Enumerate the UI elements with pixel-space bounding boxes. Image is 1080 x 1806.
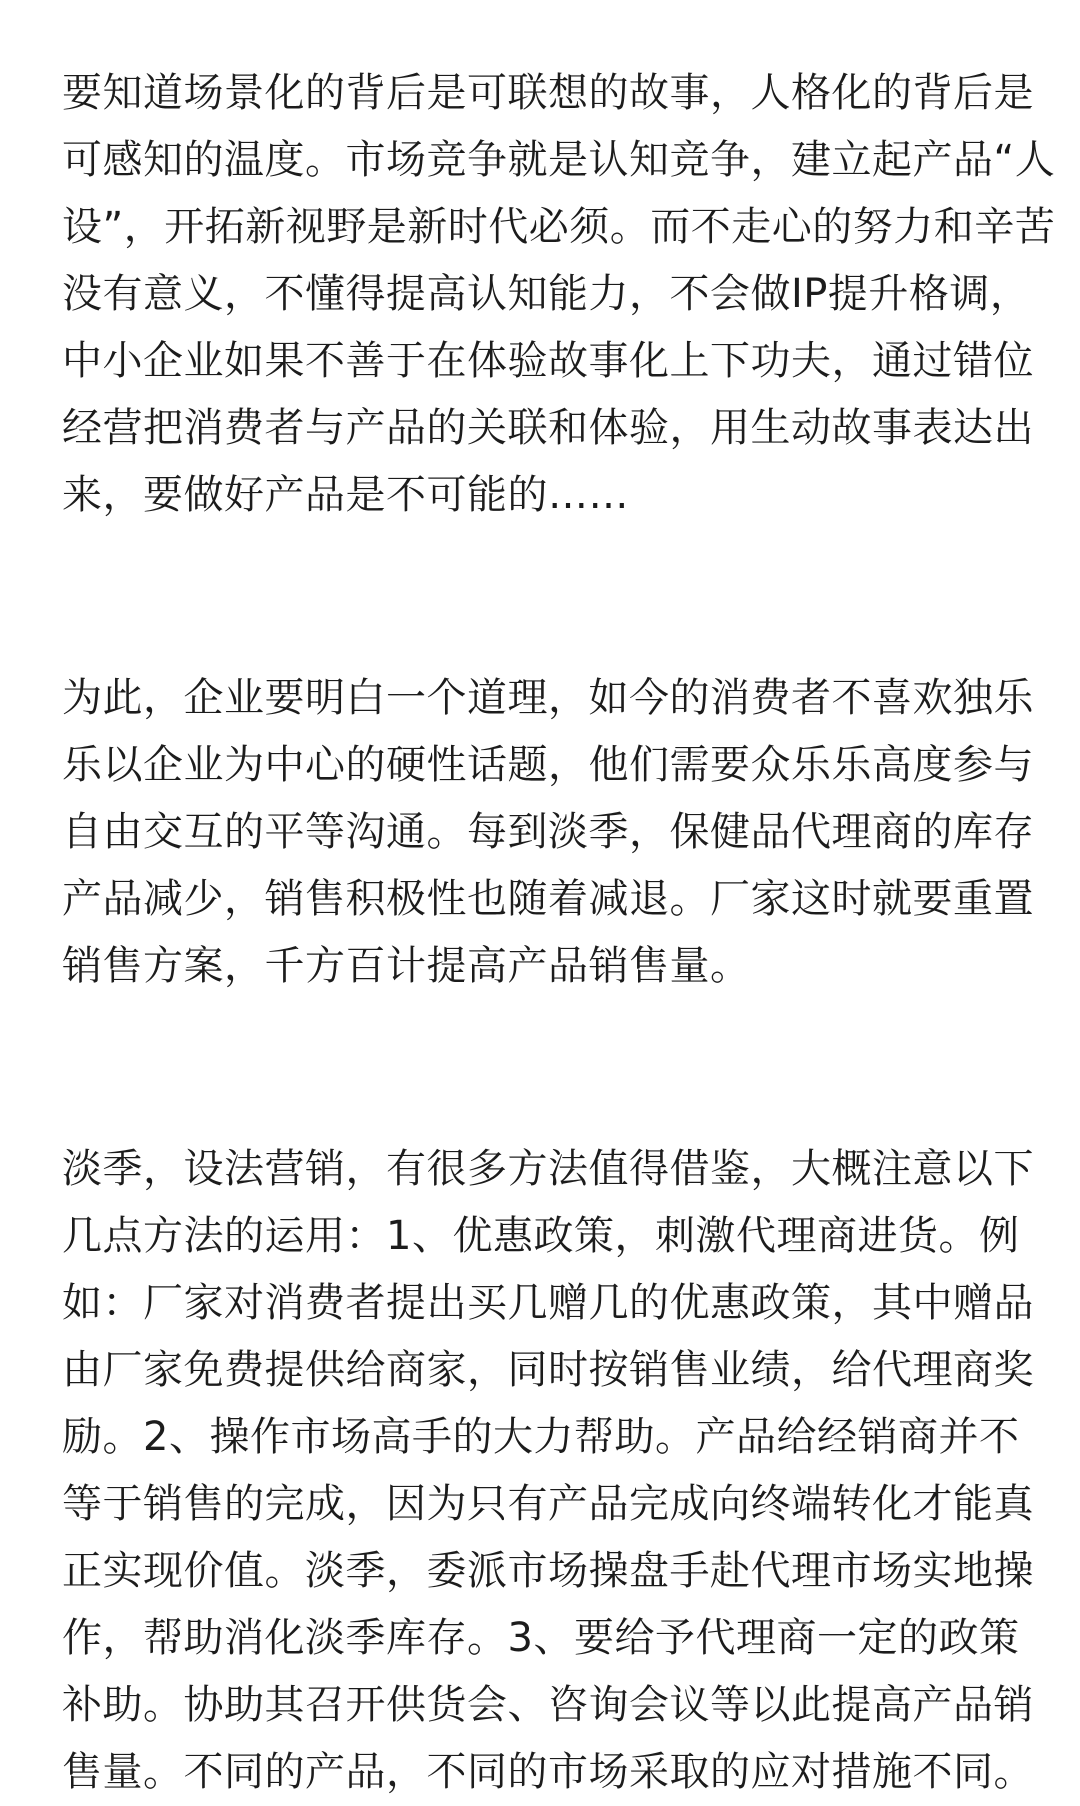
paragraph-spacer [62,529,1022,597]
paragraph-line: 没有意义，不懂得提高认知能力，不会做IP提升格调， [62,271,1031,317]
paragraph-line: 设”，开拓新视野是新时代必须。而不走心的努力和辛苦 [62,204,1056,250]
paragraph-line: 销售方案，千方百计提高产品销售量。 [62,943,751,989]
paragraph-line: 几点方法的运用：1、优惠政策，刺激代理商进货。例 [62,1213,1020,1259]
paragraph-line: 淡季，设法营销，有很多方法值得借鉴，大概注意以下 [62,1146,1034,1192]
article-body [62,60,1056,1806]
paragraph-line: 励。2、操作市场高手的大力帮助。产品给经销商并不 [62,1414,1020,1460]
paragraph-line: 等于销售的完成，因为只有产品完成向终端转化才能真 [62,1481,1034,1527]
paragraph-line: 可感知的温度。市场竞争就是认知竞争，建立起产品“人 [62,137,1056,183]
paragraph-line: 正实现价值。淡季，委派市场操盘手赴代理市场实地操 [62,1548,1034,1594]
paragraph-line: 补助。协助其召开供货会、咨询会议等以此提高产品销 [62,1682,1034,1728]
paragraph-line: 要知道场景化的背后是可联想的故事，人格化的背后是 [62,70,1034,116]
paragraph-spacer [62,1068,1022,1136]
paragraph-line: 中小企业如果不善于在体验故事化上下功夫，通过错位 [62,338,1034,384]
paragraph-3 [62,1136,1034,1806]
paragraph-line: 产品减少，销售积极性也随着减退。厂家这时就要重置 [62,876,1034,922]
paragraph-spacer [62,597,1022,665]
paragraph-1 [62,60,1056,529]
paragraph-line: 自由交互的平等沟通。每到淡季，保健品代理商的库存 [62,809,1034,855]
paragraph-line: 如：厂家对消费者提出买几赠几的优惠政策，其中赠品 [62,1280,1034,1326]
paragraph-line: 来，要做好产品是不可能的…… [62,472,629,518]
paragraph-line: 由厂家免费提供给商家，同时按销售业绩，给代理商奖 [62,1347,1034,1393]
paragraph-line: 售量。不同的产品，不同的市场采取的应对措施不同。 [62,1749,1034,1795]
paragraph-line: 经营把消费者与产品的关联和体验，用生动故事表达出 [62,405,1034,451]
paragraph-spacer [62,1000,1022,1068]
paragraph-line: 为此，企业要明白一个道理，如今的消费者不喜欢独乐 [62,675,1034,721]
paragraph-line: 作，帮助消化淡季库存。3、要给予代理商一定的政策 [62,1615,1020,1661]
paragraph-2 [62,665,1034,1000]
paragraph-line: 乐以企业为中心的硬性话题，他们需要众乐乐高度参与 [62,742,1034,788]
